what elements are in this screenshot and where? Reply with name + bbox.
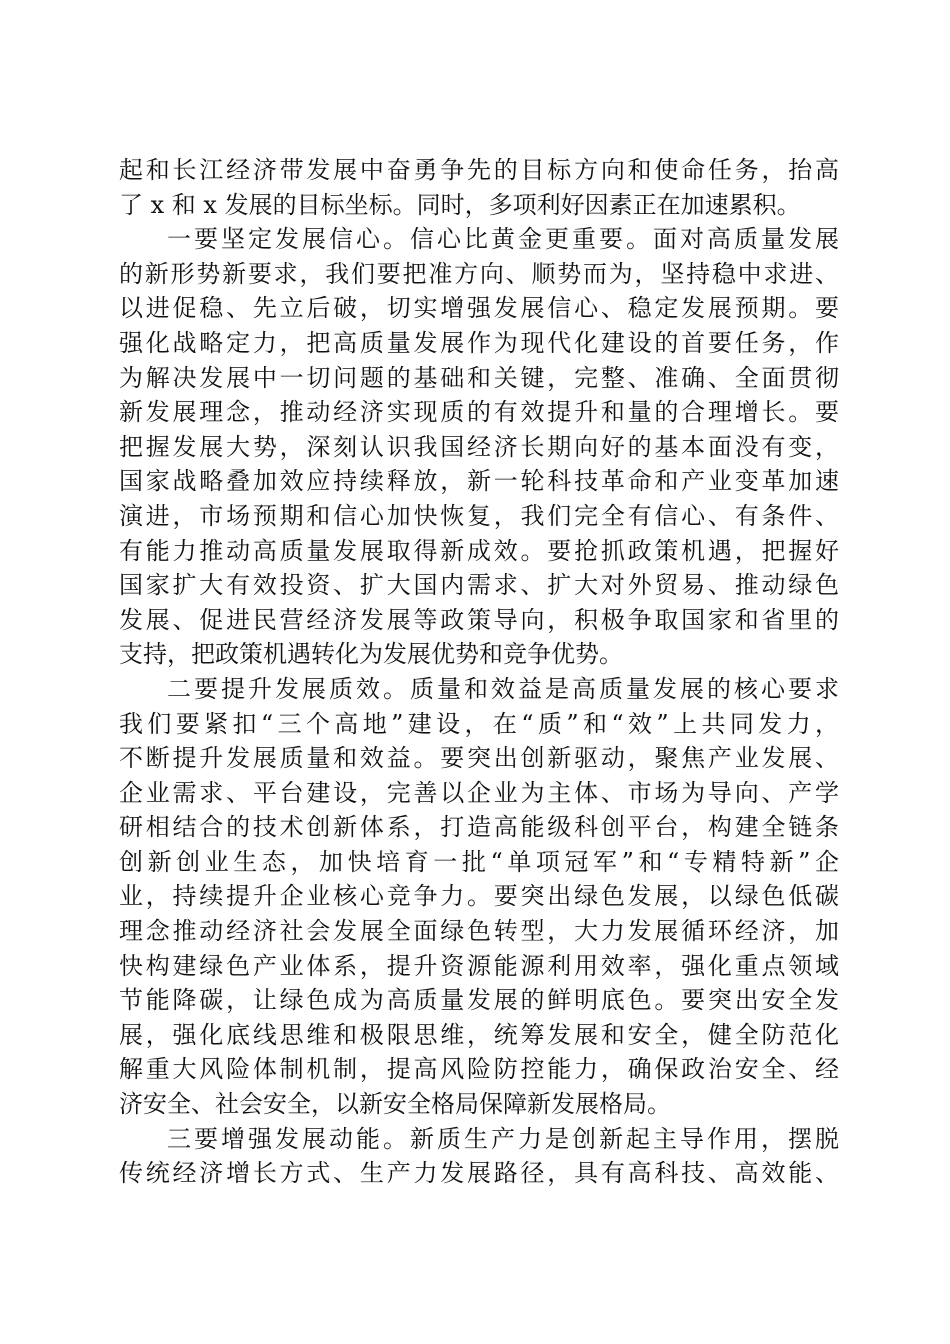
text-line: 了 x 和 x 发展的目标坐标。同时，多项利好因素正在加速累积。: [119, 190, 801, 219]
text-line: 理念推动经济社会发展全面绿色转型，大力发展循环经济，加: [119, 917, 839, 946]
text-line: 国家扩大有效投资、扩大国内需求、扩大对外贸易、推动绿色: [119, 571, 839, 600]
text-line: 一要坚定发展信心。信心比黄金更重要。面对高质量发展: [167, 225, 839, 254]
text-line: 二要提升发展质效。质量和效益是高质量发展的核心要求: [167, 674, 839, 703]
text-line: 发展、促进民营经济发展等政策导向，积极争取国家和省里的: [119, 605, 839, 634]
text-line: 以进促稳、先立后破，切实增强发展信心、稳定发展预期。要: [119, 294, 839, 323]
text-line: 解重大风险体制机制，提高风险防控能力，确保政治安全、经: [119, 1055, 839, 1084]
text-line: 节能降碳，让绿色成为高质量发展的鲜明底色。要突出安全发: [119, 986, 839, 1015]
text-line: 创新创业生态，加快培育一批“单项冠军”和“专精特新”企: [119, 847, 839, 876]
text-line: 演进，市场预期和信心加快恢复，我们完全有信心、有条件、: [119, 501, 839, 530]
text-line: 展，强化底线思维和极限思维，统筹发展和安全，健全防范化: [119, 1020, 839, 1049]
text-line: 支持，把政策机遇转化为发展优势和竞争优势。: [119, 640, 623, 669]
text-line: 把握发展大势，深刻认识我国经济长期向好的基本面没有变，: [119, 432, 839, 461]
text-line: 研相结合的技术创新体系，打造高能级科创平台，构建全链条: [119, 813, 839, 842]
document-body: [119, 153, 839, 1191]
text-line: 业，持续提升企业核心竞争力。要突出绿色发展，以绿色低碳: [119, 882, 839, 911]
text-line: 为解决发展中一切问题的基础和关键，完整、准确、全面贯彻: [119, 363, 839, 392]
text-line: 济安全、社会安全，以新安全格局保障新发展格局。: [119, 1090, 671, 1119]
text-line: 我们要紧扣“三个高地”建设，在“质”和“效”上共同发力，: [119, 709, 839, 738]
text-line: 起和长江经济带发展中奋勇争先的目标方向和使命任务，抬高: [119, 156, 839, 184]
text-line: 传统经济增长方式、生产力发展路径，具有高科技、高效能、: [119, 1159, 839, 1188]
text-line: 快构建绿色产业体系，提升资源能源利用效率，强化重点领域: [119, 951, 839, 980]
text-line: 三要增强发展动能。新质生产力是创新起主导作用，摆脱: [167, 1124, 839, 1153]
text-line: 强化战略定力，把高质量发展作为现代化建设的首要任务，作: [119, 328, 839, 357]
text-line: 的新形势新要求，我们要把准方向、顺势而为，坚持稳中求进、: [119, 259, 839, 288]
text-line: 有能力推动高质量发展取得新成效。要抢抓政策机遇，把握好: [119, 536, 839, 565]
text-line: 企业需求、平台建设，完善以企业为主体、市场为导向、产学: [119, 778, 839, 807]
text-line: 不断提升发展质量和效益。要突出创新驱动，聚焦产业发展、: [119, 744, 839, 773]
text-line: 新发展理念，推动经济实现质的有效提升和量的合理增长。要: [119, 398, 839, 427]
text-line: 国家战略叠加效应持续释放，新一轮科技革命和产业变革加速: [119, 467, 839, 496]
